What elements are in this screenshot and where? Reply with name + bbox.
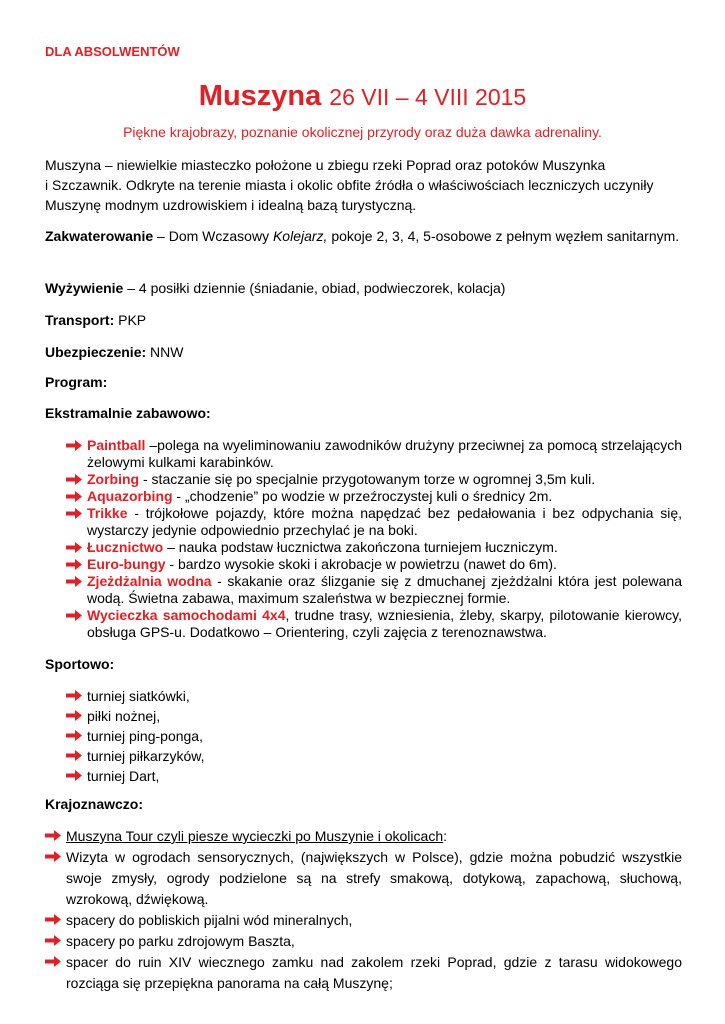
bullet-arrow-icon <box>66 690 82 701</box>
food-text: – 4 posiłki dziennie (śniadanie, obiad, podwieczorek, kolacja) <box>123 280 506 296</box>
program-heading: Program: <box>45 374 108 390</box>
extreme-item-name: Euro-bungy <box>87 556 166 572</box>
bullet-arrow-icon <box>45 830 61 841</box>
extreme-item-name: Zjeżdżalnia wodna <box>87 573 212 589</box>
bullet-arrow-icon <box>66 542 82 553</box>
accommodation-post: pokoje 2, 3, 4, 5-osobowe z pełnym węzłem sanitarnym. <box>327 228 680 244</box>
intro-line-3: Muszynę modnym uzdrowiskiem i idealną bazą turystyczną. <box>45 197 417 213</box>
extreme-item-text: - skakanie oraz ślizganie się z dmuchanej zjeżdżalni która jest polewana wodą. Świetna zabawa, maximum szaleństwa w bezpiecznej formie. <box>87 573 683 606</box>
extreme-item-name: Trikke <box>87 505 128 521</box>
extreme-item <box>66 437 682 471</box>
bullet-arrow-icon <box>66 610 82 621</box>
extreme-item <box>66 573 682 607</box>
sport-list <box>66 686 205 786</box>
sightseeing-item <box>45 826 682 847</box>
sightseeing-item-text: : <box>443 828 447 844</box>
extreme-item-name: Wycieczka samochodami 4x4 <box>87 607 286 623</box>
extreme-item-text: - „chodzenie” po wodzie w przeźroczystej kuli o średnicy 2m. <box>172 488 553 504</box>
bullet-arrow-icon <box>66 576 82 587</box>
sport-item-text: turniej piłkarzyków, <box>87 748 205 764</box>
insurance-label: Ubezpieczenie: <box>45 344 147 360</box>
insurance-text: NNW <box>146 344 184 360</box>
bullet-arrow-icon <box>66 559 82 570</box>
sightseeing-heading: Krajoznawczo: <box>45 796 144 812</box>
extreme-item-text: –polega na wyeliminowaniu zawodników drużyny przeciwnej za pomocą strzelających żelowymi kulkami karabinków. <box>87 437 682 470</box>
sightseeing-item-text: spacer do ruin XIV wiecznego zamku nad zakolem rzeki Poprad, gdzie z tarasu widokowego rozciąga się przepiękna panorama na całą Muszynę; <box>66 954 682 991</box>
bullet-arrow-icon <box>66 440 82 451</box>
extreme-item-text: – nauka podstaw łucznictwa zakończona turniejem łuczniczym. <box>163 539 558 555</box>
sightseeing-item-text: spacery do pobliskich pijalni wód mineralnych, <box>66 912 353 928</box>
extreme-item <box>66 539 682 556</box>
extreme-item-text: - staczanie się po specjalnie przygotowanym torze w ogromnej 3,5m kuli. <box>139 471 596 487</box>
transport-label: Transport: <box>45 312 115 328</box>
sightseeing-item <box>45 847 682 910</box>
sightseeing-list <box>45 826 682 994</box>
sport-item <box>66 686 205 706</box>
intro-paragraph <box>45 155 680 215</box>
sport-item <box>66 726 205 746</box>
sport-item-text: turniej Dart, <box>87 768 160 784</box>
bullet-arrow-icon <box>66 750 82 761</box>
insurance-paragraph <box>45 342 680 362</box>
extreme-heading: Ekstramalnie zabawowo: <box>45 405 211 421</box>
subtitle: Piękne krajobrazy, poznanie okolicznej przyrody oraz duża dawka adrenaliny. <box>123 124 602 140</box>
sightseeing-item <box>45 931 682 952</box>
accommodation-label: Zakwaterowanie <box>45 228 154 244</box>
transport-text: PKP <box>114 312 147 328</box>
extreme-item-name: Aquazorbing <box>87 488 173 504</box>
sightseeing-item-text: spacery po parku zdrojowym Baszta, <box>66 933 295 949</box>
sport-item <box>66 766 205 786</box>
sport-item <box>66 706 205 726</box>
intro-line-2: i Szczawnik. Odkryte na terenie miasta i okolic obfite źródła o właściwościach leczniczych uczyniły <box>45 177 654 193</box>
extreme-item-text: , trudne trasy, wzniesienia, żleby, skarpy, pilotowanie kierowcy, obsługa GPS-u. Dodatkowo – Orientering, czyli zajęcia z terenoznawstwa. <box>87 607 682 640</box>
title-place: Muszyna <box>198 80 322 112</box>
extreme-item <box>66 505 682 539</box>
sightseeing-item-text: Wizyta w ogrodach sensorycznych, (największych w Polsce), gdzie można pobudzić wszystkie swoje zmysły, ogrody podzielone są na strefy smakową, dotykową, zapachową, słuchową, wzrokową, dźwiękową. <box>66 849 682 907</box>
extreme-item-name: Zorbing <box>87 471 140 487</box>
sport-item-text: turniej siatkówki, <box>87 688 190 704</box>
bullet-arrow-icon <box>66 491 82 502</box>
page-title <box>0 80 725 113</box>
bullet-arrow-icon <box>45 956 61 967</box>
bullet-arrow-icon <box>66 508 82 519</box>
intro-line-1: Muszyna – niewielkie miasteczko położone u zbiegu rzeki Poprad oraz potoków Muszynka <box>45 157 606 173</box>
bullet-arrow-icon <box>66 770 82 781</box>
transport-paragraph <box>45 310 680 330</box>
sport-heading: Sportowo: <box>45 656 115 672</box>
audience-label: DLA ABSOLWENTÓW <box>45 44 180 59</box>
accommodation-name: Kolejarz, <box>272 228 328 244</box>
sightseeing-item <box>45 952 682 994</box>
bullet-arrow-icon <box>66 730 82 741</box>
sport-item-text: turniej ping-ponga, <box>87 728 203 744</box>
bullet-arrow-icon <box>45 851 61 862</box>
extreme-item <box>66 556 682 573</box>
accommodation-pre: – Dom Wczasowy <box>153 228 273 244</box>
extreme-item <box>66 607 682 641</box>
sport-item <box>66 746 205 766</box>
bullet-arrow-icon <box>45 935 61 946</box>
extreme-item-text: - bardzo wysokie skoki i akrobacje w powietrzu (nawet do 6m). <box>165 556 557 572</box>
food-paragraph <box>45 278 680 298</box>
accommodation-paragraph <box>45 226 680 246</box>
sport-item-text: piłki nożnej, <box>87 708 161 724</box>
extreme-item <box>66 488 682 505</box>
extreme-item <box>66 471 682 488</box>
extreme-item-name: Łucznictwo <box>87 539 164 555</box>
extreme-list <box>66 437 682 641</box>
title-dates: 26 VII – 4 VIII 2015 <box>329 84 527 110</box>
bullet-arrow-icon <box>66 474 82 485</box>
bullet-arrow-icon <box>66 710 82 721</box>
bullet-arrow-icon <box>45 914 61 925</box>
sightseeing-item-underlined: Muszyna Tour czyli piesze wycieczki po Muszynie i okolicach <box>66 828 444 844</box>
sightseeing-item <box>45 910 682 931</box>
extreme-item-name: Paintball <box>87 437 146 453</box>
food-label: Wyżywienie <box>45 280 124 296</box>
extreme-item-text: - trójkołowe pojazdy, które można napędzać bez pedałowania i bez odpychania się, wystarczy jedynie odpowiednio przechylać je na boki. <box>87 505 682 538</box>
